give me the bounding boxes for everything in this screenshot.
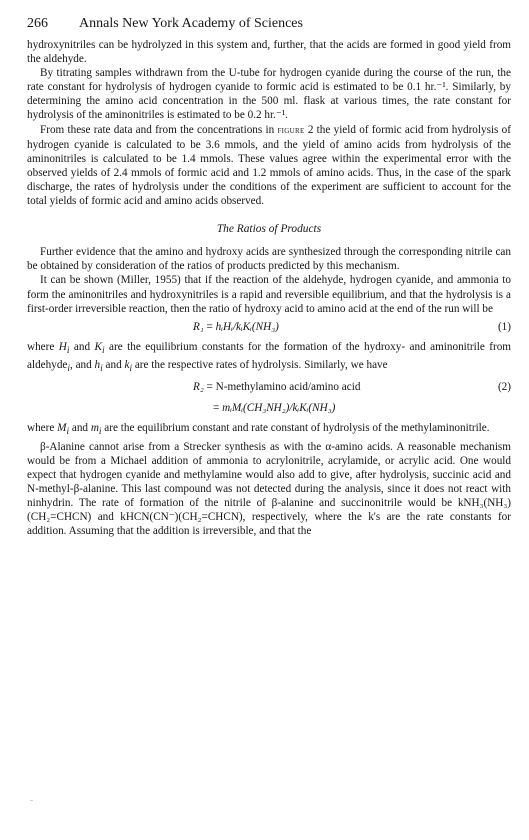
paragraph: By titrating samples withdrawn from the U-tube for hydrogen cyanide during the course of the run, the rate constant for hydrolysis of hydrogen cyanide to formic acid is estimated to be 0.1 hr.⁻¹. Similarly, by determining the amino acid concentration in the 500 ml. flask at various times, the rate constant for hydrolysis of the aminonitriles is estimated to be 0.2 hr.⁻¹. (27, 67, 511, 122)
scan-mark (30, 800, 33, 801)
figure-reference: figure (277, 124, 305, 136)
equation-number: (1) (497, 320, 511, 333)
paragraph: hydroxynitriles can be hydrolyzed in this system and, further, that the acids are formed in good yield from the aldehyde. (27, 39, 511, 66)
equation-1 (27, 316, 511, 340)
paragraph: From these rate data and from the concentrations in figure 2 the yield of formic acid from hydrolysis of hydrogen cyanide is calculated to be 3.6 mmols, and the yield of amino acids from hydrolysis of the aminonitriles is calculated to be 1.4 mmols. These values agree within the experimental error with the observed yields of 2.4 mmols of formic acid and 1.2 mmols of amino acids. Thus, in the case of the spark discharge, the rates of hydrolysis under the conditions of the experiment are sufficient to account for the total yields of formic acid and amino acids observed. (27, 123, 511, 208)
body-text (27, 38, 511, 538)
equation-formula: R₁ = hᵢHᵢ/kᵢKᵢ(NH₃) (193, 320, 279, 333)
equation-formula: = mᵢMᵢ(CH₃NH₂)/kᵢKᵢ(NH₃) (213, 402, 336, 415)
page-number: 266 (27, 16, 48, 31)
paragraph: Further evidence that the amino and hydroxy acids are synthesized through the corresponding nitrile can be obtained by consideration of the ratios of products predicted by this mechanism. (27, 246, 511, 273)
paragraph: β-Alanine cannot arise from a Strecker synthesis as with the α-amino acids. A reasonable mechanism would be from a Michael addition of ammonia to acrylonitrile, acrylamide, or acrylic acid. One would expect that hydrogen cyanide and methylamine would also add to give, after hydrolysis, succinic acid and N-methyl-β-alanine. This last compound was not detected during the analysis, since it does not react with ninhydrin. The rate of formation of the nitrile of β-alanine and succinonitrile would be kNH₃(NH₃)(CH₂=CHCN) and kHCN(CN⁻)(CH₂=CHCN), respectively, where the k's are the rate constants for addition. Assuming that the addition is irreversible, and that the (27, 440, 511, 538)
equation-number: (2) (497, 381, 511, 394)
section-heading: The Ratios of Products (216, 223, 322, 236)
equation-2-continued (27, 397, 511, 421)
paragraph: It can be shown (Miller, 1955) that if the reaction of the aldehyde, hydrogen cyanide, and ammonia to form the aminonitriles and hydroxynitriles is a rapid and reversible equilibrium, and that the hydrolysis is a first-order irreversible reaction, then the ratio of hydroxy acid to amino acid at the end of the run will be (27, 274, 511, 315)
paragraph: where $M_i$ and $m_i$ are the equilibrium constant and rate constant of hydrolysis of the methylaminonitrile. (27, 422, 490, 438)
equation-formula: R₂ = N-methylamino acid/amino acid (193, 381, 361, 394)
paragraph: where $H_i$ and $K_i$ are the equilibrium constants for the formation of the hydroxy- and aminonitrile from aldehyde$_i$, and $h_i$ and $k_i$ are the respective rates of hydrolysis. Similarly, we have (27, 340, 511, 375)
equation-2 (27, 376, 511, 397)
running-head: Annals New York Academy of Sciences (79, 16, 303, 31)
page-header (27, 16, 511, 36)
